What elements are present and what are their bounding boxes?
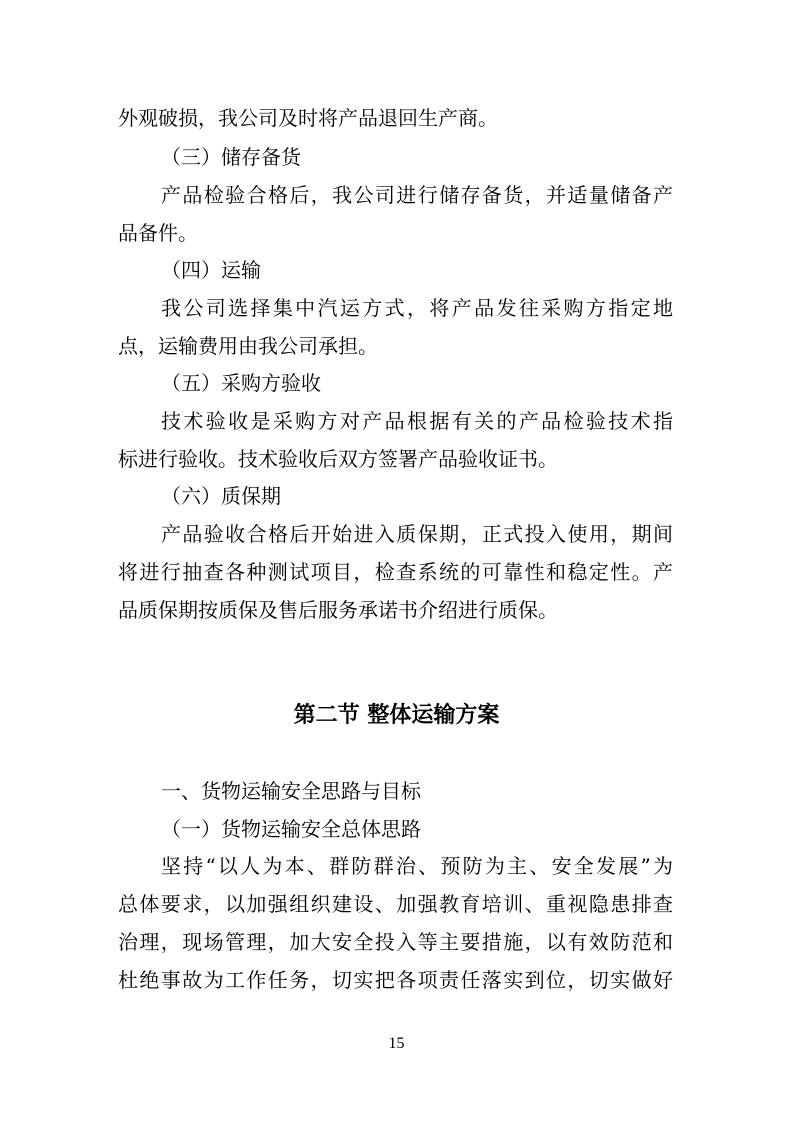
paragraph-safety-line-3: 治理，现场管理，加大安全投入等主要措施，以有效防范和 [118,930,673,954]
subheading-transport: （四）运输 [161,258,261,282]
paragraph-storage-line-2: 品备件。 [118,221,198,245]
subheading-overall-safety-approach: （一）货物运输安全总体思路 [161,817,421,841]
subheading-storage: （三）储存备货 [161,145,301,169]
paragraph-safety-line-4: 杜绝事故为工作任务，切实把各项责任落实到位，切实做好 [118,968,673,992]
paragraph-storage-line-1: 产品检验合格后，我公司进行储存备货，并适量储备产 [161,183,673,207]
paragraph-transport-line-1: 我公司选择集中汽运方式，将产品发往采购方指定地 [161,296,673,320]
subheading-acceptance: （五）采购方验收 [161,371,321,395]
paragraph-acceptance-line-1: 技术验收是采购方对产品根据有关的产品检验技术指 [161,409,673,433]
paragraph-continuation-line-1: 外观破损，我公司及时将产品退回生产商。 [118,106,498,130]
paragraph-warranty-line-1: 产品验收合格后开始进入质保期，正式投入使用，期间 [161,522,673,546]
paragraph-warranty-line-3: 品质保期按质保及售后服务承诺书介绍进行质保。 [118,598,558,622]
paragraph-safety-line-2: 总体要求，以加强组织建设、加强教育培训、重视隐患排查 [118,892,673,916]
page-number: 15 [388,1035,405,1052]
paragraph-acceptance-line-2: 标进行验收。技术验收后双方签署产品验收证书。 [118,447,558,471]
paragraph-warranty-line-2: 将进行抽查各种测试项目，检查系统的可靠性和稳定性。产 [118,560,673,584]
section-title: 第二节 整体运输方案 [293,703,500,728]
subheading-warranty: （六）质保期 [161,484,281,508]
subheading-safety-approach-goals: 一、货物运输安全思路与目标 [161,779,421,803]
paragraph-transport-line-2: 点，运输费用由我公司承担。 [118,334,378,358]
paragraph-safety-line-1: 坚持“以人为本、群防群治、预防为主、安全发展”为 [161,854,673,878]
